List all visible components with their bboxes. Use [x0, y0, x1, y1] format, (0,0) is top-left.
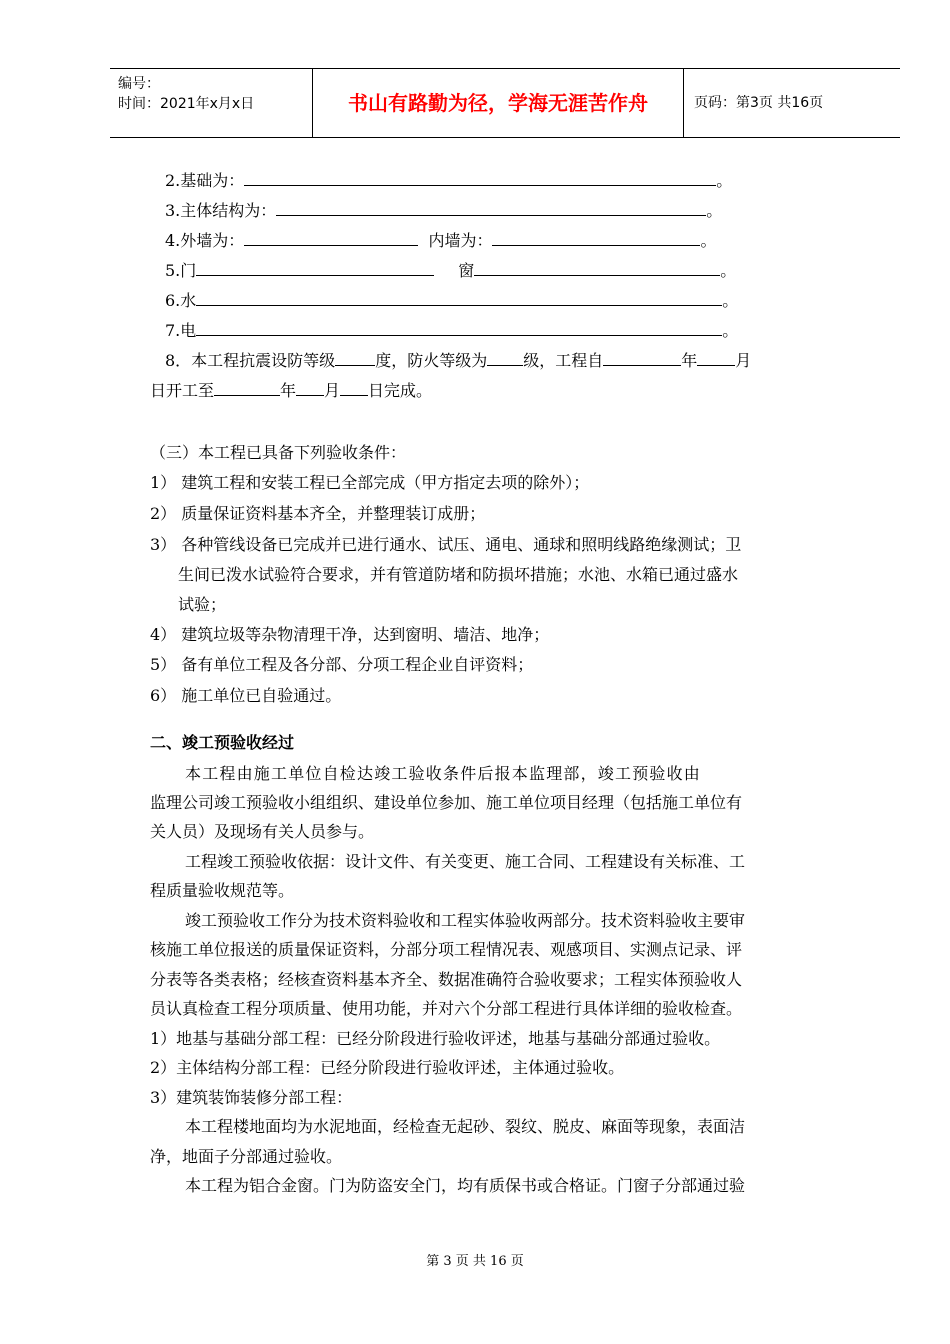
page-footer: 第 3 页 共 16 页 — [426, 1254, 524, 1269]
header-table — [110, 68, 900, 138]
blank[interactable] — [492, 231, 700, 246]
paragraph-line: 监理公司竣工预验收小组组织、建设单位参加、施工单位项目经理（包括施工单位有 — [150, 793, 743, 812]
blank[interactable] — [244, 171, 716, 186]
field-structure: 3.主体结构为： 。 — [165, 201, 723, 220]
blank[interactable] — [214, 381, 280, 396]
condition-item-cont: 生间已泼水试验符合要求，并有管道防堵和防损坏措施；水池、水箱已通过盛水 — [178, 565, 739, 584]
paragraph-line: 分表等各类表格；经核查资料基本齐全、数据准确符合验收要求；工程实体预验收人 — [150, 970, 743, 989]
blank[interactable] — [244, 231, 418, 246]
blank[interactable] — [603, 351, 681, 366]
header-meta — [110, 69, 312, 137]
header-motto: 书山有路勤为径，学海无涯苦作舟 — [312, 69, 684, 137]
field-item8: 8．本工程抗震设防等级 度，防火等级为 级，工程自 年 月 — [165, 351, 752, 370]
doc-number: 编号： — [118, 76, 160, 92]
header-page-info: 页码：第3页 共16页 — [694, 95, 824, 111]
paragraph-line: 净，地面子分部通过验收。 — [150, 1147, 343, 1166]
blank[interactable] — [196, 321, 722, 336]
paragraph-line: 程质量验收规范等。 — [150, 881, 295, 900]
field-walls: 4.外墙为： 内墙为： 。 — [165, 231, 717, 250]
blank[interactable] — [474, 261, 720, 276]
blank[interactable] — [196, 291, 722, 306]
condition-item: 5） 备有单位工程及各分部、分项工程企业自评资料； — [150, 655, 534, 674]
paragraph-line: 员认真检查工程分项质量、使用功能，并对六个分部工程进行具体详细的验收检查。 — [150, 999, 743, 1018]
condition-item-cont: 试验； — [178, 595, 227, 614]
condition-item: 2） 质量保证资料基本齐全，并整理装订成册； — [150, 504, 486, 523]
section-heading: 二、竣工预验收经过 — [150, 733, 295, 752]
condition-item: 3） 各种管线设备已完成并已进行通水、试压、通电、通球和照明线路绝缘测试；卫 — [150, 535, 742, 554]
conditions-heading: （三）本工程已具备下列验收条件： — [150, 443, 407, 462]
paragraph-line: 竣工预验收工作分为技术资料验收和工程实体验收两部分。技术资料验收主要审 — [185, 911, 746, 930]
paragraph-line: 核施工单位报送的质量保证资料，分部分项工程情况表、观感项目、实测点记录、评 — [150, 940, 743, 959]
blank[interactable] — [296, 381, 324, 396]
field-door-window: 5.门 窗 。 — [165, 261, 737, 280]
blank[interactable] — [276, 201, 706, 216]
paragraph-line: 3）建筑装饰装修分部工程： — [150, 1088, 353, 1107]
blank[interactable] — [487, 351, 523, 366]
blank[interactable] — [196, 261, 434, 276]
condition-item: 4） 建筑垃圾等杂物清理干净，达到窗明、墙洁、地净； — [150, 625, 550, 644]
field-water: 6.水 。 — [165, 291, 739, 310]
blank[interactable] — [340, 381, 368, 396]
condition-item: 6） 施工单位已自验通过。 — [150, 686, 342, 705]
paragraph-line: 本工程楼地面均为水泥地面，经检查无起砂、裂纹、脱皮、麻面等现象，表面洁 — [185, 1117, 746, 1136]
paragraph-line: 关人员）及现场有关人员参与。 — [150, 822, 375, 841]
doc-date: 时间：2021年x月x日 — [118, 96, 255, 112]
blank[interactable] — [335, 351, 375, 366]
condition-item: 1） 建筑工程和安装工程已全部完成（甲方指定去项的除外）； — [150, 473, 590, 492]
paragraph-line: 1）地基与基础分部工程：已经分阶段进行验收评述，地基与基础分部通过验收。 — [150, 1029, 721, 1048]
paragraph-line: 本工程为铝合金窗。门为防盗安全门，均有质保书或合格证。门窗子分部通过验 — [185, 1176, 746, 1195]
paragraph-line: 本工程由施工单位自检达竣工验收条件后报本监理部，竣工预验收由 — [185, 764, 702, 783]
paragraph-line: 2）主体结构分部工程：已经分阶段进行验收评述，主体通过验收。 — [150, 1058, 625, 1077]
field-item8-cont: 日开工至 年 月 日完成。 — [150, 381, 433, 400]
blank[interactable] — [697, 351, 735, 366]
field-electric: 7.电 。 — [165, 321, 739, 340]
paragraph-line: 工程竣工预验收依据：设计文件、有关变更、施工合同、工程建设有关标准、工 — [185, 852, 746, 871]
field-foundation: 2.基础为： 。 — [165, 171, 733, 190]
